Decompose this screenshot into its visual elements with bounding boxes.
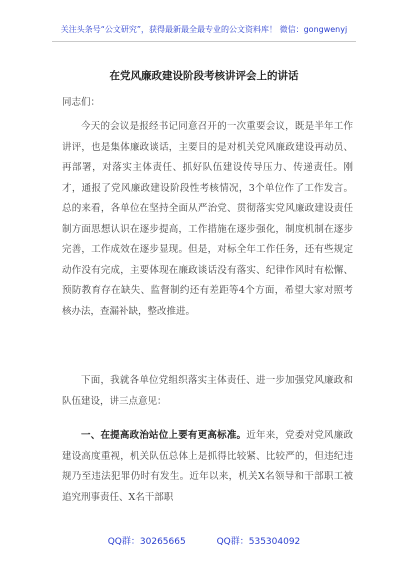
paragraph-3 xyxy=(62,426,353,508)
paragraph-1: 今天的会议是报经书记同意召开的一次重要会议，既是半年工作讲评，也是集体廉政谈话，主要目的是对机关党风廉政建设再动员、再部署，对落实主体责任、抓好队伍建设传导压力、传递责任。刚才，通报了党风廉政建设阶段性考核情况，3个单位作了工作发言。总的来看，各单位在坚持全面从严治党、贯彻落实党风廉政建设责任制方面思想认识在逐步提高，工作措施在逐步强化，制度机制在逐步完善，工作成效在逐步显现。但是，对标全年工作任务，还有些规定动作没有完成，主要体现在廉政谈话没有落实、纪律作风时有松懈、预防教育存在缺失、监督制约还有差距等4个方面，希望大家对照考核办法，查漏补缺，整改推进。 xyxy=(62,121,353,317)
header-note: 关注头条号“公文研究”，获得最新最全最专业的公文资料库！ 微信：gongwenyj xyxy=(60,25,348,34)
document-title: 在党风廉政建设阶段考核讲评会上的讲话 xyxy=(109,70,299,82)
paragraph-3-body: 近年来，党委对党风廉政建设高度重视，机关队伍总体上是抓得比较紧、比较严的，但违纪违规乃至违法犯罪仍时有发生。近年以来，机关X名领导和干部职工被追究刑事责任、X名干部职 xyxy=(62,430,353,503)
salutation: 同志们： xyxy=(62,97,101,108)
footer xyxy=(0,534,408,547)
qq-group-1: QQ群：30265665 xyxy=(107,537,186,547)
qq-group-2: QQ群：535304092 xyxy=(216,537,301,547)
header-divider xyxy=(52,41,356,42)
section-heading-1: 一、在提高政治站位上要有更高标准。 xyxy=(81,430,247,441)
paragraph-2: 下面，我就各单位党组织落实主体责任、进一步加强党风廉政和队伍建设，讲三点意见： xyxy=(62,375,353,407)
